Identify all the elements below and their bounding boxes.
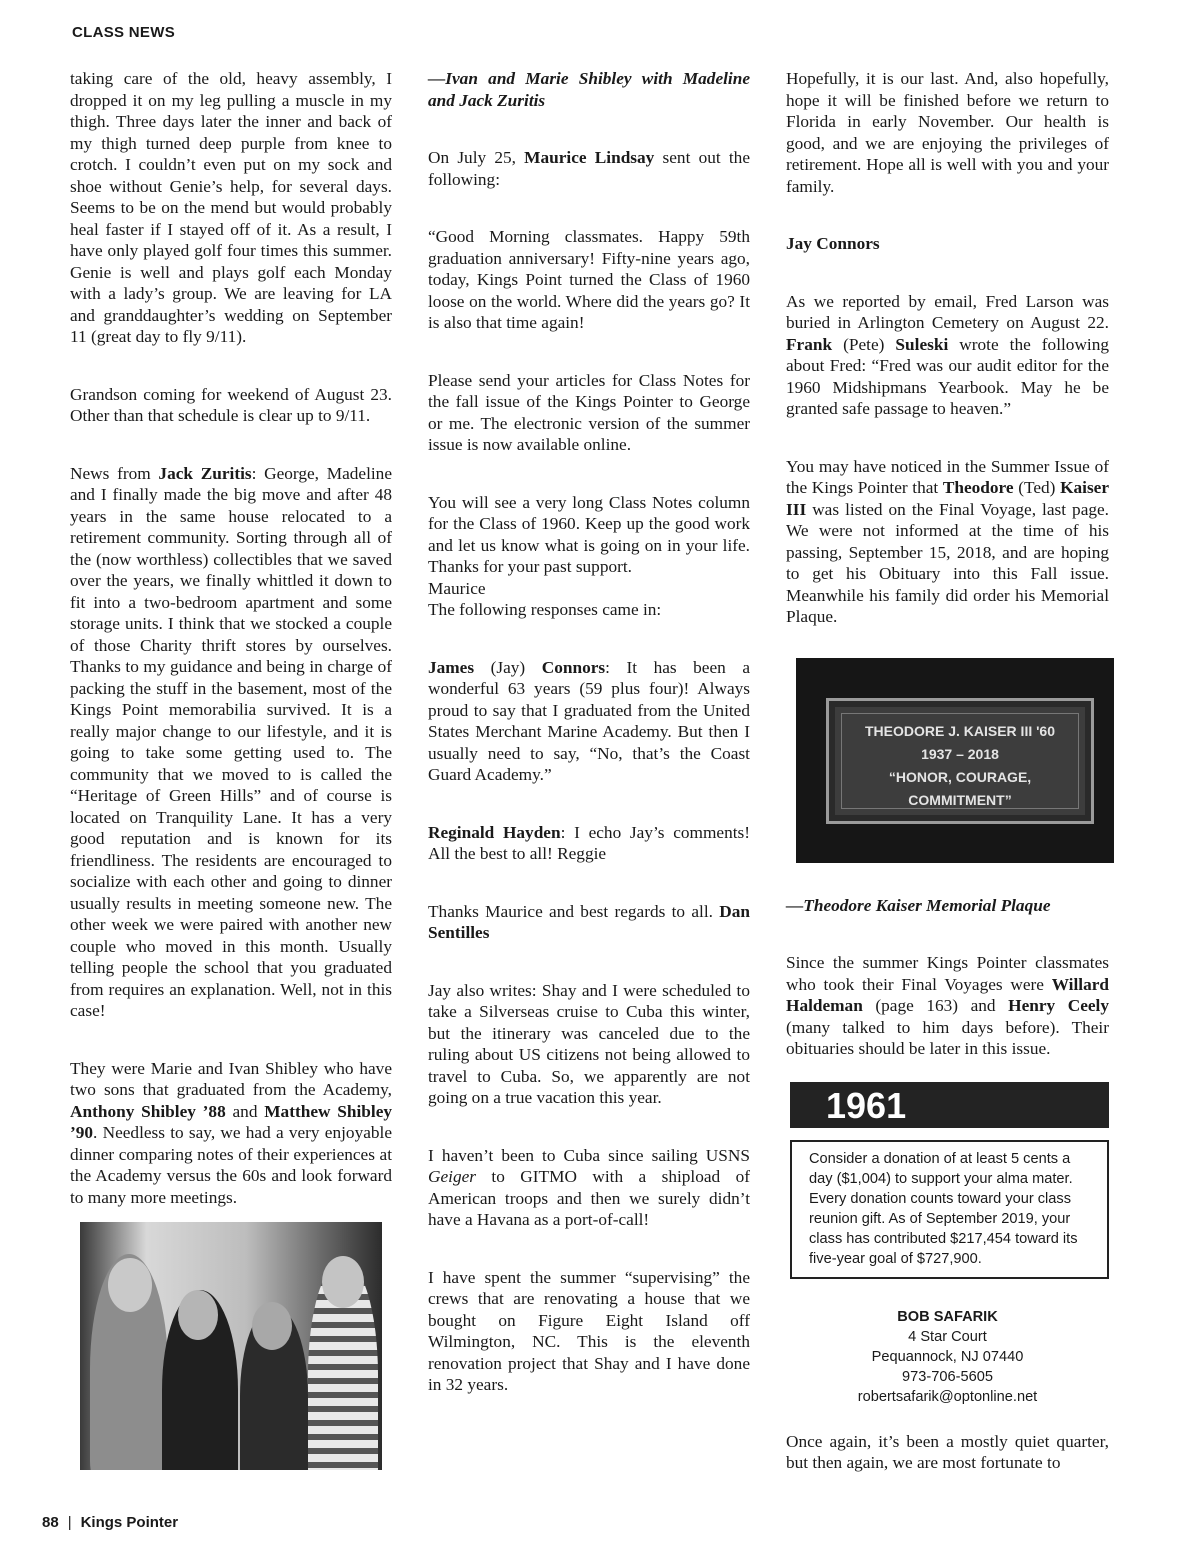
person-name: Suleski [895, 334, 949, 354]
plaque-line: “HONOR, COURAGE, COMMITMENT” [888, 768, 1032, 808]
contact-block [786, 1307, 1109, 1407]
person-name: Dan Sentilles [428, 901, 750, 942]
paragraph: Hopefully, it is our last. And, also hopefully, hope it will be finished before we return to Florida in early November. Our health is good, and we are enjoying the privileges of retirement. Hope all is well with you and your family. [786, 69, 1109, 196]
publication-name: Kings Pointer [80, 1514, 179, 1531]
person-name: Henry Ceely [1008, 996, 1109, 1015]
paragraph: Reginald Hayden: I echo Jay’s comments! All the best to all! Reggie [428, 822, 750, 863]
person-name: Frank [786, 334, 833, 354]
contact-city: Pequannock, NJ 07440 [871, 1348, 1024, 1365]
paragraph: I haven’t been to Cuba since sailing USNS Geiger to GITMO with a shipload of American troops and then we surely didn’t have a Havana as a port-of-call! [428, 1145, 750, 1229]
photo-caption: —Theodore Kaiser Memorial Plaque [786, 895, 1051, 915]
paragraph: Grandson coming for weekend of August 23. Other than that schedule is clear up to 9/11. [70, 384, 392, 425]
photo-caption: —Ivan and Marie Shibley with Madeline and Jack Zuritis [428, 69, 750, 110]
paragraph: Jay also writes: Shay and I were scheduled to take a Silverseas cruise to Cuba this winter, but the itinerary was canceled due to the ruling about US citizens not being allowed to travel to Cuba. So, we apparently are not going on a true vacation this year. [428, 980, 750, 1107]
column-2 [428, 68, 750, 1432]
person-name: Jack Zuritis [158, 463, 252, 483]
person-name: Reginald Hayden [428, 822, 561, 842]
column-1 [70, 68, 392, 1470]
person-name: Willard Haldeman [786, 974, 1109, 1015]
person-name: Anthony Shibley ’88 [70, 1101, 226, 1121]
person-name: Kaiser III [786, 478, 1110, 519]
paragraph: James (Jay) Connors: It has been a wonderful 63 years (59 plus four)! Always proud to say that I graduated from the United States Merchant Marine Academy. But then I usually need to say, “No, that’s the Coast Guard Academy.” [428, 657, 751, 784]
paragraph: Once again, it’s been a mostly quiet quarter, but then again, we are most fortunate to [786, 1431, 1109, 1472]
plaque-line: 1937 – 2018 [921, 745, 999, 762]
contact-street: 4 Star Court [908, 1328, 987, 1345]
contact-name: BOB SAFARIK [897, 1308, 998, 1325]
ship-name: Geiger [428, 1167, 476, 1186]
contact-email: robertsafarik@optonline.net [857, 1388, 1038, 1405]
paragraph: News from Jack Zuritis: George, Madeline and I finally made the big move and after 48 years in the same house relocated to a retirement community. Sorting through all of the (now worthless) collectibles that we saved over the years, we finally whittled it down to fit into a two-bedroom apartment and some storage units. I think that we stocked a couple of those Charity thrift stores by ourselves. Thanks to my guidance and being in charge of packing the stuff in the basement, most of the Kings Point memorabilia survived. It is a really major change to our lifestyle, and it is going to take some getting used to. The community that we moved to is called the “Heritage of Green Hills” and of course is located on Tranquility Lane. It has a very good reputation and is known for its friendliness. The residents are encouraged to socialize with each other and going to dinner usually results in meeting someone new. The other week we were paired with another new couple who moved in this month. Usually telling people the school that you graduated from requires an explanation. Well, not in this case! [70, 463, 392, 1020]
paragraph: taking care of the old, heavy assembly, I dropped it on my leg pulling a muscle in my thigh. Three days later the inner and back of my thigh turned deep purple from knee to crotch. I couldn’t even put on my sock and shoe without Genie’s help, for several days. Seems to be on the mend but would probably heal faster if I stayed off of it. As a result, I have only played golf four times this summer. Genie is well and plays golf each Monday with a lady’s group. We are leaving for LA and granddaughter’s wedding on September 11 (great day to fly 9/11). [70, 69, 392, 346]
paragraph: They were Marie and Ivan Shibley who have two sons that graduated from the Academy, Anthony Shibley ’88 and Matthew Shibley ’90. Needless to say, we had a very enjoyable dinner comparing notes of their experiences at the Academy versus the 60s and look forward to many more meetings. [70, 1058, 393, 1207]
person-name: James [428, 657, 475, 677]
author-name: Jay Connors [786, 234, 880, 253]
donation-box: Consider a donation of at least 5 cents a day ($1,004) to support your alma mater. Every donation counts toward your class reunion gift. As of September 2019, your class has contributed $217,454 toward its five-year goal of $727,900. [790, 1140, 1109, 1279]
person-name: Connors [541, 657, 606, 677]
person-name: Maurice Lindsay [524, 148, 655, 167]
footer-separator: | [67, 1514, 72, 1531]
paragraph: Please send your articles for Class Notes for the fall issue of the Kings Pointer to George or me. The electronic version of the summer issue is now available online. [428, 370, 750, 454]
signature-text: Maurice [428, 578, 486, 598]
memorial-plaque [826, 698, 1094, 824]
page-number: 88 [42, 1514, 59, 1531]
paragraph: On July 25, Maurice Lindsay sent out the following: [428, 148, 750, 189]
memorial-plaque-photo [796, 658, 1114, 863]
column-3 [786, 68, 1109, 1510]
class-year-heading: 1961 [790, 1082, 1109, 1128]
paragraph [786, 233, 1109, 255]
person-name: Matthew Shibley ’90 [70, 1101, 393, 1142]
paragraph: I have spent the summer “supervising” the crews that are renovating a house that we bought on Figure Eight Island off Wilmington, NC. This is the eleventh renovation project that Shay and I have done in 32 years. [428, 1267, 750, 1394]
contact-phone: 973-706-5605 [902, 1368, 993, 1385]
paragraph: You may have noticed in the Summer Issue of the Kings Pointer that Theodore (Ted) Kaiser III was listed on the Final Voyage, last page. We were not informed at the time of his passing, September 15, 2018, and are hoping to get his Obituary into this Fall issue. Meanwhile his family did order his Memorial Plaque. [786, 456, 1110, 626]
paragraph: As we reported by email, Fred Larson was buried in Arlington Cemetery on August 22. Frank (Pete) Suleski wrote the following about Fred: “Fred was our audit editor for the 1960 Midshipmans Yearbook. May he be granted safe passage to heaven.” [786, 291, 1110, 418]
paragraph: You will see a very long Class Notes column for the Class of 1960. Keep up the good work and let us know what is going on in your life. Thanks for your past support. Maurice The following responses came in: [428, 492, 750, 619]
page-footer [42, 1514, 178, 1531]
plaque-line: THEODORE J. KAISER III '60 [864, 722, 1056, 739]
paragraph: Thanks Maurice and best regards to all. Dan Sentilles [428, 901, 750, 942]
paragraph: Since the summer Kings Pointer classmates who took their Final Voyages were Willard Haldeman (page 163) and Henry Ceely (many talked to him days before). Their obituaries should be later in this issue. [786, 953, 1109, 1058]
person-name: Theodore [942, 478, 1014, 497]
section-label: CLASS NEWS [72, 24, 176, 41]
paragraph: “Good Morning classmates. Happy 59th graduation anniversary! Fifty-nine years ago, today, Kings Point turned the Class of 1960 loose on the world. Where did the years go? It is also that time again! [428, 227, 750, 332]
shibley-zuritis-photo [80, 1222, 382, 1470]
